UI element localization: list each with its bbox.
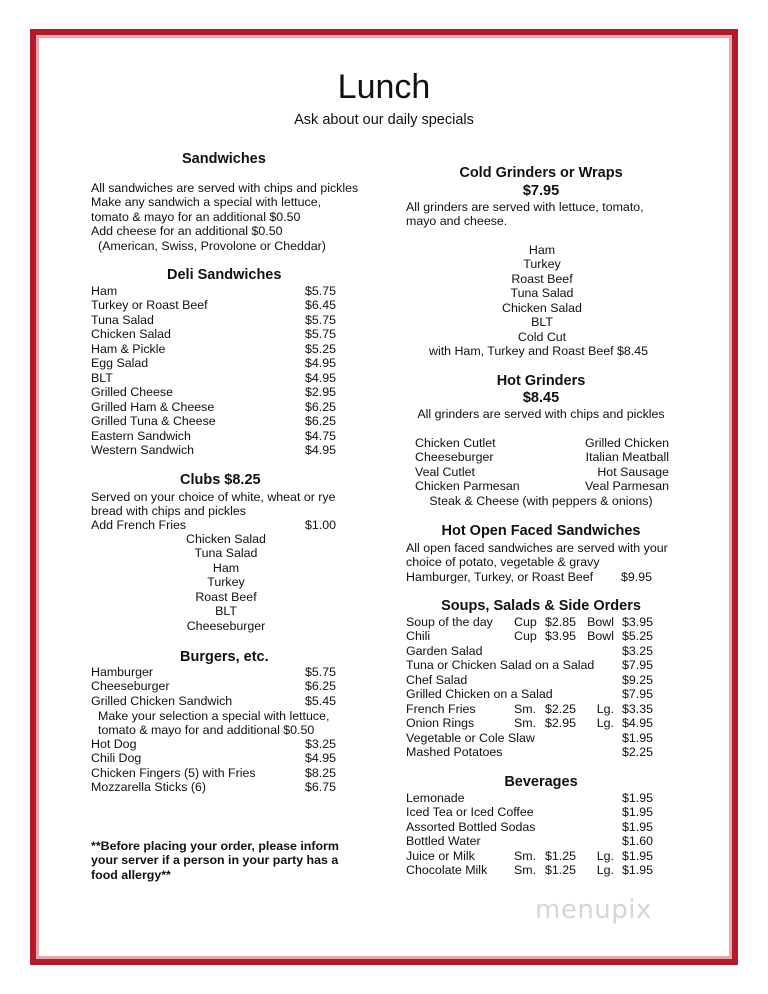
clubs-description: Served on your choice of white, wheat or rye	[91, 490, 336, 504]
menu-item-price: $4.75	[305, 428, 337, 443]
cold-grinder-item: BLT	[531, 315, 553, 330]
burgers-heading: Burgers, etc.	[180, 649, 269, 665]
menu-item-name: Mozzarella Sticks (6)	[91, 780, 206, 795]
menu-item-price: $1.95	[621, 805, 653, 820]
menu-item-price: $6.25	[305, 414, 337, 429]
menu-item-name: Onion Rings	[406, 716, 475, 731]
menu-item-price: $1.95	[621, 819, 653, 834]
cold-grinders-price: $7.95	[522, 183, 560, 199]
watermark: menupix	[535, 895, 652, 925]
hot-grinders-heading: Hot Grinders	[496, 373, 586, 389]
club-item: Roast Beef	[195, 589, 257, 604]
hot-grinders-description: All grinders are served with chips and pickles	[417, 407, 665, 421]
menu-item-name: Juice or Milk	[406, 848, 475, 863]
cold-grinders-description: mayo and cheese.	[406, 214, 508, 228]
menu-item-price: $8.25	[305, 765, 337, 780]
small-price: $1.25	[544, 863, 576, 878]
small-price: $1.25	[544, 848, 576, 863]
hot-grinder-item: Veal Cutlet	[415, 464, 475, 479]
size-label: Sm.	[514, 848, 537, 863]
menu-item-name: Chicken Fingers (5) with Fries	[91, 765, 256, 780]
menu-item-name: Soup of the day	[406, 615, 493, 629]
menu-item-name: Bottled Water	[406, 834, 481, 849]
cold-grinder-item: Chicken Salad	[502, 300, 582, 315]
menu-item-name: Eastern Sandwich	[91, 428, 191, 443]
size-label: Cup	[514, 629, 537, 644]
menu-item-price: $5.75	[305, 327, 337, 342]
soups-heading: Soups, Salads & Side Orders	[441, 598, 641, 614]
menu-item-price: $3.25	[305, 737, 337, 751]
menu-item-price: $3.35	[621, 701, 653, 716]
open-faced-heading: Hot Open Faced Sandwiches	[441, 523, 641, 539]
menu-subtitle: Ask about our daily specials	[294, 112, 474, 128]
menu-item-name: Chef Salad	[406, 672, 468, 687]
menu-item-name: Turkey or Roast Beef	[91, 298, 208, 313]
menu-item-price: $3.95	[621, 615, 653, 629]
menu-item-price: $4.95	[305, 442, 337, 457]
hot-grinder-item: Veal Parmesan	[584, 479, 669, 494]
menu-item-price: $5.75	[305, 665, 337, 679]
menu-item-name: Western Sandwich	[91, 442, 195, 457]
hot-grinder-item: Chicken Cutlet	[415, 436, 496, 450]
menu-item-price: $5.25	[621, 629, 653, 644]
open-faced-item-name: Hamburger, Turkey, or Roast Beef	[406, 570, 594, 584]
hot-grinder-item: Grilled Chicken	[584, 436, 669, 450]
menu-item-name: Grilled Chicken on a Salad	[406, 687, 553, 702]
menu-item-name: Lemonade	[406, 791, 465, 805]
menu-item-name: Egg Salad	[91, 356, 149, 371]
menu-item-name: Mashed Potatoes	[406, 745, 503, 760]
small-price: $3.95	[544, 629, 576, 644]
club-item: Ham	[212, 560, 240, 575]
allergy-notice: your server if a person in your party has a	[91, 853, 339, 867]
sandwiches-note: Make any sandwich a special with lettuce,	[91, 195, 322, 209]
beverages-heading: Beverages	[504, 774, 578, 790]
size-label: Lg.	[596, 848, 614, 863]
menu-item-price: $1.95	[621, 791, 653, 805]
club-item: Turkey	[207, 575, 245, 590]
club-item: Tuna Salad	[194, 546, 258, 561]
size-label: Bowl	[587, 629, 614, 644]
clubs-heading: Clubs $8.25	[180, 472, 261, 488]
menu-item-name: Tuna Salad	[91, 312, 154, 327]
menu-item-price: $5.75	[305, 312, 337, 327]
hot-grinder-item: Italian Meatball	[585, 450, 669, 465]
cold-grinders-heading: Cold Grinders or Wraps	[459, 165, 623, 181]
cold-grinder-item: Tuna Salad	[510, 286, 574, 301]
menu-item-name: Chocolate Milk	[406, 863, 488, 878]
allergy-notice: **Before placing your order, please inform	[91, 839, 339, 853]
menu-item-name: Chili	[406, 629, 431, 644]
menu-item-name: Assorted Bottled Sodas	[406, 819, 536, 834]
small-price: $2.85	[544, 615, 576, 629]
cold-grinders-combo: with Ham, Turkey and Roast Beef $8.45	[429, 344, 649, 358]
menu-item-name: Grilled Tuna & Cheese	[91, 414, 216, 429]
size-label: Lg.	[596, 716, 614, 731]
menu-item-price: $2.25	[621, 745, 653, 760]
menu-item-name: French Fries	[406, 701, 476, 716]
sandwiches-heading: Sandwiches	[182, 151, 266, 167]
menu-item-price: $6.45	[305, 298, 337, 313]
club-item: Cheeseburger	[186, 618, 266, 633]
menu-item-name: Chicken Salad	[91, 327, 171, 342]
small-price: $2.95	[544, 716, 576, 731]
burgers-special-note: tomato & mayo for and additional $0.50	[98, 723, 315, 737]
menu-item-name: Hamburger	[91, 665, 153, 679]
sandwiches-note: Add cheese for an additional $0.50	[91, 224, 283, 238]
menu-item-name: Hot Dog	[91, 737, 137, 751]
menu-item-name: Ham & Pickle	[91, 341, 166, 356]
hot-grinder-item: Cheeseburger	[415, 450, 494, 465]
menu-item-price: $6.75	[305, 780, 337, 795]
menu-item-price: $2.95	[305, 385, 337, 400]
clubs-addon-name: Add French Fries	[91, 518, 187, 532]
sandwiches-note: All sandwiches are served with chips and pickles	[91, 181, 359, 195]
size-label: Lg.	[596, 701, 614, 716]
menu-item-name: Chili Dog	[91, 751, 142, 766]
open-faced-item-price: $9.95	[621, 570, 653, 584]
size-label: Bowl	[587, 615, 614, 629]
cold-grinder-item: Turkey	[523, 257, 561, 272]
hot-grinder-item: Hot Sausage	[597, 464, 669, 479]
cold-grinder-item: Roast Beef	[511, 271, 573, 286]
hot-grinder-item: Chicken Parmesan	[415, 479, 520, 494]
menu-item-name: Iced Tea or Iced Coffee	[406, 805, 534, 820]
menu-item-price: $4.95	[621, 716, 653, 731]
menu-item-price: $5.25	[305, 341, 337, 356]
menu-item-price: $1.95	[621, 848, 653, 863]
size-label: Sm.	[514, 863, 537, 878]
menu-item-price: $1.95	[621, 730, 653, 745]
allergy-notice: food allergy**	[91, 868, 171, 882]
menu-item-price: $9.25	[621, 672, 653, 687]
size-label: Cup	[514, 615, 537, 629]
size-label: Lg.	[596, 863, 614, 878]
menu-item-price: $5.75	[305, 284, 337, 298]
menu-item-price: $6.25	[305, 679, 337, 694]
menu-item-price: $4.95	[305, 751, 337, 766]
cold-grinder-item: Cold Cut	[517, 329, 567, 344]
menu-item-price: $5.45	[305, 693, 337, 708]
size-label: Sm.	[514, 701, 537, 716]
cold-grinders-description: All grinders are served with lettuce, tomato,	[406, 200, 644, 214]
menu-item-name: BLT	[91, 370, 113, 385]
menu-item-name: Ham	[91, 284, 118, 298]
menu-item-name: Tuna or Chicken Salad on a Salad	[406, 658, 595, 673]
sandwiches-note: (American, Swiss, Provolone or Cheddar)	[98, 239, 326, 253]
menu-item-price: $1.60	[621, 834, 653, 849]
hot-grinders-price: $8.45	[522, 390, 560, 406]
menu-item-price: $3.25	[621, 643, 653, 658]
burgers-special-note: Make your selection a special with lettuce,	[98, 709, 330, 723]
small-price: $2.25	[544, 701, 576, 716]
menu-item-price: $6.25	[305, 399, 337, 414]
open-faced-description: All open faced sandwiches are served with your	[406, 541, 668, 555]
menu-item-name: Grilled Ham & Cheese	[91, 399, 215, 414]
hot-grinders-steak: Steak & Cheese (with peppers & onions)	[429, 494, 653, 508]
club-item: BLT	[215, 604, 237, 619]
menu-item-price: $4.95	[305, 370, 337, 385]
menu-item-name: Grilled Chicken Sandwich	[91, 693, 233, 708]
size-label: Sm.	[514, 716, 537, 731]
cold-grinder-item: Ham	[528, 243, 556, 257]
menu-item-name: Grilled Cheese	[91, 385, 173, 400]
menu-item-price: $4.95	[305, 356, 337, 371]
menu-item-name: Cheeseburger	[91, 679, 170, 694]
clubs-addon-price: $1.00	[305, 518, 337, 532]
menu-item-name: Vegetable or Cole Slaw	[406, 730, 535, 745]
menu-item-price: $7.95	[621, 687, 653, 702]
menu-title: Lunch	[337, 68, 431, 106]
menu-item-price: $1.95	[621, 863, 653, 878]
clubs-description: bread with chips and pickles	[91, 504, 246, 518]
open-faced-description: choice of potato, vegetable & gravy	[406, 555, 600, 569]
club-item: Chicken Salad	[186, 532, 266, 546]
sandwiches-note: tomato & mayo for an additional $0.50	[91, 210, 301, 224]
menu-item-price: $7.95	[621, 658, 653, 673]
menu-item-name: Garden Salad	[406, 643, 483, 658]
deli-heading: Deli Sandwiches	[167, 267, 282, 283]
